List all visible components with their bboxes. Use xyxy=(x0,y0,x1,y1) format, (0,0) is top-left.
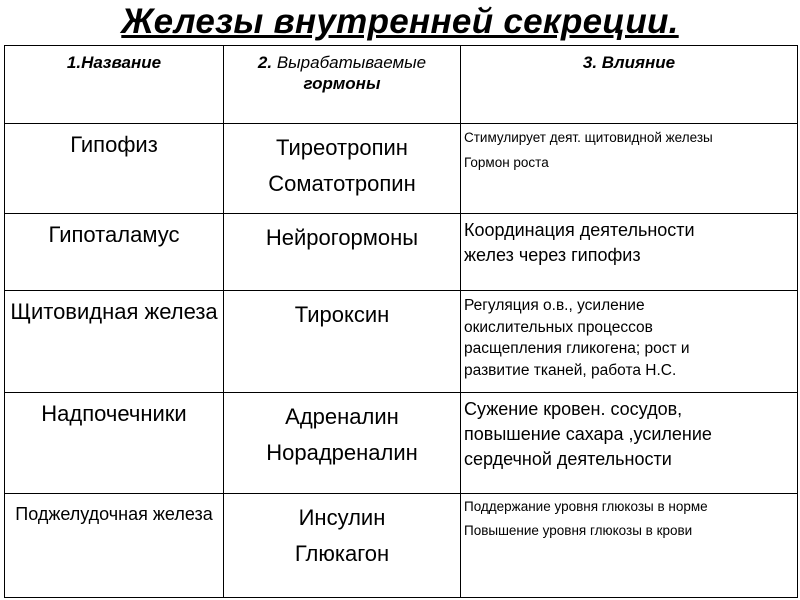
gland-name: Надпочечники xyxy=(5,393,224,494)
hormone-name: Адреналин xyxy=(285,404,399,429)
table-row xyxy=(5,124,798,214)
effect-line: окислительных процессов xyxy=(464,318,653,336)
effect-line: расщепления гликогена; рост и xyxy=(464,340,690,357)
column-header-effect: 3. Влияние xyxy=(461,46,798,124)
gland-name: Щитовидная железа xyxy=(5,291,224,393)
effect-cell xyxy=(461,494,798,598)
effect-line: повышение сахара ,усиление xyxy=(464,424,712,444)
effect-cell xyxy=(461,393,798,494)
table-header-row xyxy=(5,46,798,124)
table-row xyxy=(5,214,798,291)
column-header-hormones xyxy=(224,46,461,124)
effect-cell xyxy=(461,124,798,214)
glands-table xyxy=(4,45,798,598)
hormone-cell xyxy=(224,494,461,598)
column-header-hormones-bold: гормоны xyxy=(303,74,381,93)
column-header-hormones-number: 2. xyxy=(257,53,273,72)
hormone-name: Тироксин xyxy=(294,302,390,327)
hormone-name: Инсулин xyxy=(298,505,386,530)
effect-cell xyxy=(461,291,798,393)
effect-line: Координация деятельности xyxy=(464,220,695,240)
hormone-cell xyxy=(224,214,461,291)
table-row xyxy=(5,494,798,598)
hormone-name: Соматотропин xyxy=(268,171,416,196)
column-header-name: 1.Название xyxy=(5,46,224,124)
gland-name: Гипоталамус xyxy=(5,214,224,291)
hormone-name: Норадреналин xyxy=(266,440,418,465)
hormone-name: Глюкагон xyxy=(294,541,390,566)
effect-line: Поддержание уровня глюкозы в норме xyxy=(464,499,708,514)
effect-line: Стимулирует деят. щитовидной железы xyxy=(464,130,713,145)
column-header-hormones-text: Вырабатываемые xyxy=(276,53,427,72)
hormone-name: Тиреотропин xyxy=(276,135,408,160)
effect-line: Сужение кровен. сосудов, xyxy=(464,399,683,419)
effect-line: Регуляция о.в., усиление xyxy=(464,297,645,314)
effect-line: желез через гипофиз xyxy=(464,245,641,265)
table-row xyxy=(5,291,798,393)
hormone-cell xyxy=(224,393,461,494)
hormone-cell xyxy=(224,291,461,393)
effect-line: сердечной деятельности xyxy=(464,449,672,469)
effect-line: развитие тканей, работа Н.С. xyxy=(464,361,677,379)
effect-line: Повышение уровня глюкозы в крови xyxy=(464,523,693,538)
effect-cell xyxy=(461,214,798,291)
effect-line: Гормон роста xyxy=(464,155,549,170)
gland-name: Гипофиз xyxy=(5,124,224,214)
page-title: Железы внутренней секреции. xyxy=(121,2,679,41)
gland-name: Поджелудочная железа xyxy=(5,494,224,598)
hormone-cell xyxy=(224,124,461,214)
hormone-name: Нейрогормоны xyxy=(265,225,419,250)
table-row xyxy=(5,393,798,494)
